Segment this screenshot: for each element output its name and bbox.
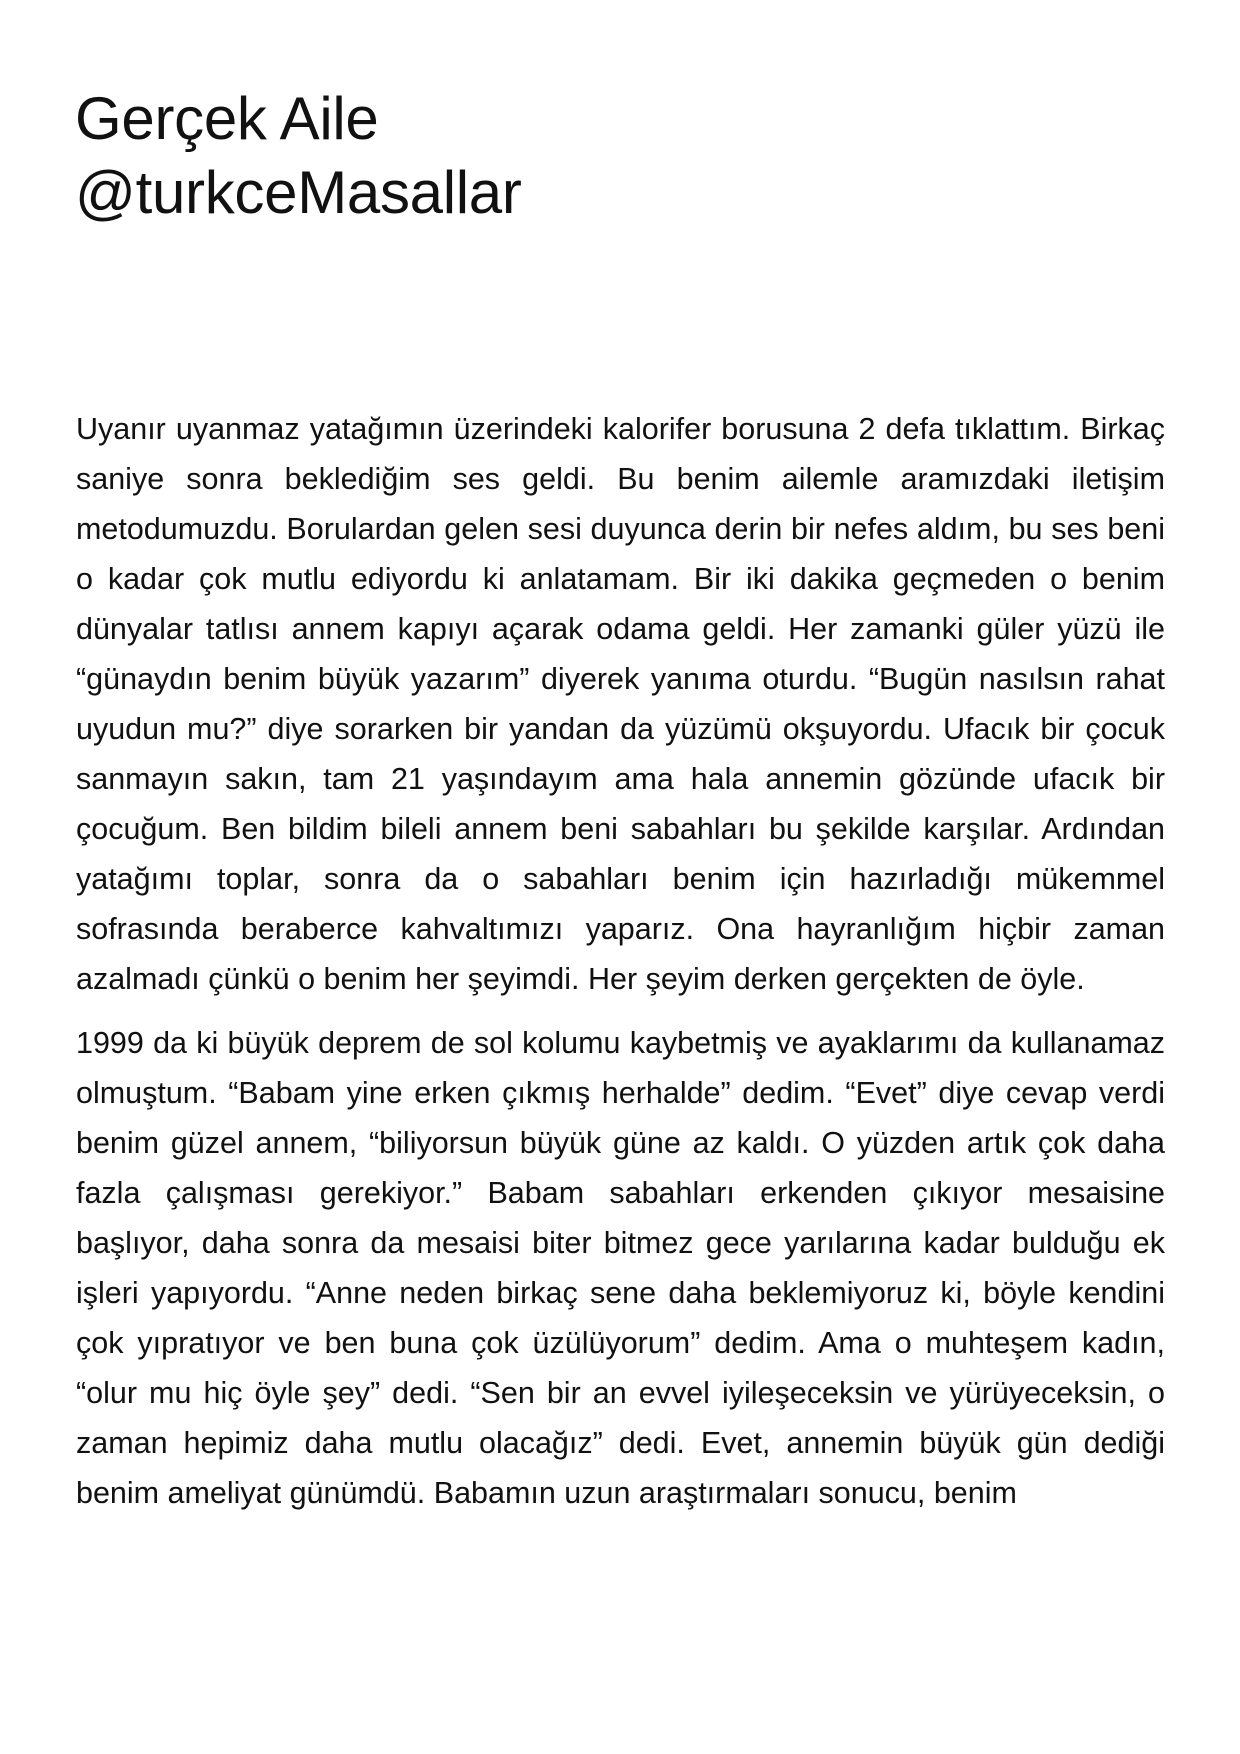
- paragraph-1: Uyanır uyanmaz yatağımın üzerindeki kalorifer borusuna 2 defa tıklattım. Birkaç saniye sonra beklediğim ses geldi. Bu benim ailemle aramızdaki iletişim metodumuzdu. Borulardan gelen sesi duyunca derin bir nefes aldım, bu ses beni o kadar çok mutlu ediyordu ki anlatamam. Bir iki dakika geçmeden o benim dünyalar tatlısı annem kapıyı açarak odama geldi. Her zamanki güler yüzü ile “günaydın benim büyük yazarım” diyerek yanıma oturdu. “Bugün nasılsın rahat uyudun mu?” diye sorarken bir yandan da yüzümü okşuyordu. Ufacık bir çocuk sanmayın sakın, tam 21 yaşındayım ama hala annemin gözünde ufacık bir çocuğum. Ben bildim bileli annem beni sabahları bu şekilde karşılar. Ardından yatağımı toplar, sonra da o sabahları benim için hazırladığı mükemmel sofrasında beraberce kahvaltımızı yaparız. Ona hayranlığım hiçbir zaman azalmadı çünkü o benim her şeyimdi. Her şeyim derken gerçekten de öyle.: [76, 412, 1165, 996]
- story-title: Gerçek Aile: [75, 85, 379, 152]
- author-handle: @turkceMasallar: [75, 159, 522, 226]
- paragraph-2: 1999 da ki büyük deprem de sol kolumu kaybetmiş ve ayaklarımı da kullanamaz olmuştum. “Babam yine erken çıkmış herhalde” dedim. “Evet” diye cevap verdi benim güzel annem, “biliyorsun büyük güne az kaldı. O yüzden artık çok daha fazla çalışması gerekiyor.” Babam sabahları erkenden çıkıyor mesaisine başlıyor, daha sonra da mesaisi biter bitmez gece yarılarına kadar bulduğu ek işleri yapıyordu. “Anne neden birkaç sene daha beklemiyoruz ki, böyle kendini çok yıpratıyor ve ben buna çok üzülüyorum” dedim. Ama o muhteşem kadın, “olur mu hiç öyle şey” dedi. “Sen bir an evvel iyileşeceksin ve yürüyeceksin, o zaman hepimiz daha mutlu olacağız” dedi. Evet, annemin büyük gün dediği benim ameliyat günümdü. Babamın uzun araştırmaları sonucu, benim: [76, 1026, 1165, 1510]
- document-title: [75, 82, 1165, 230]
- story-body: [76, 404, 1165, 1518]
